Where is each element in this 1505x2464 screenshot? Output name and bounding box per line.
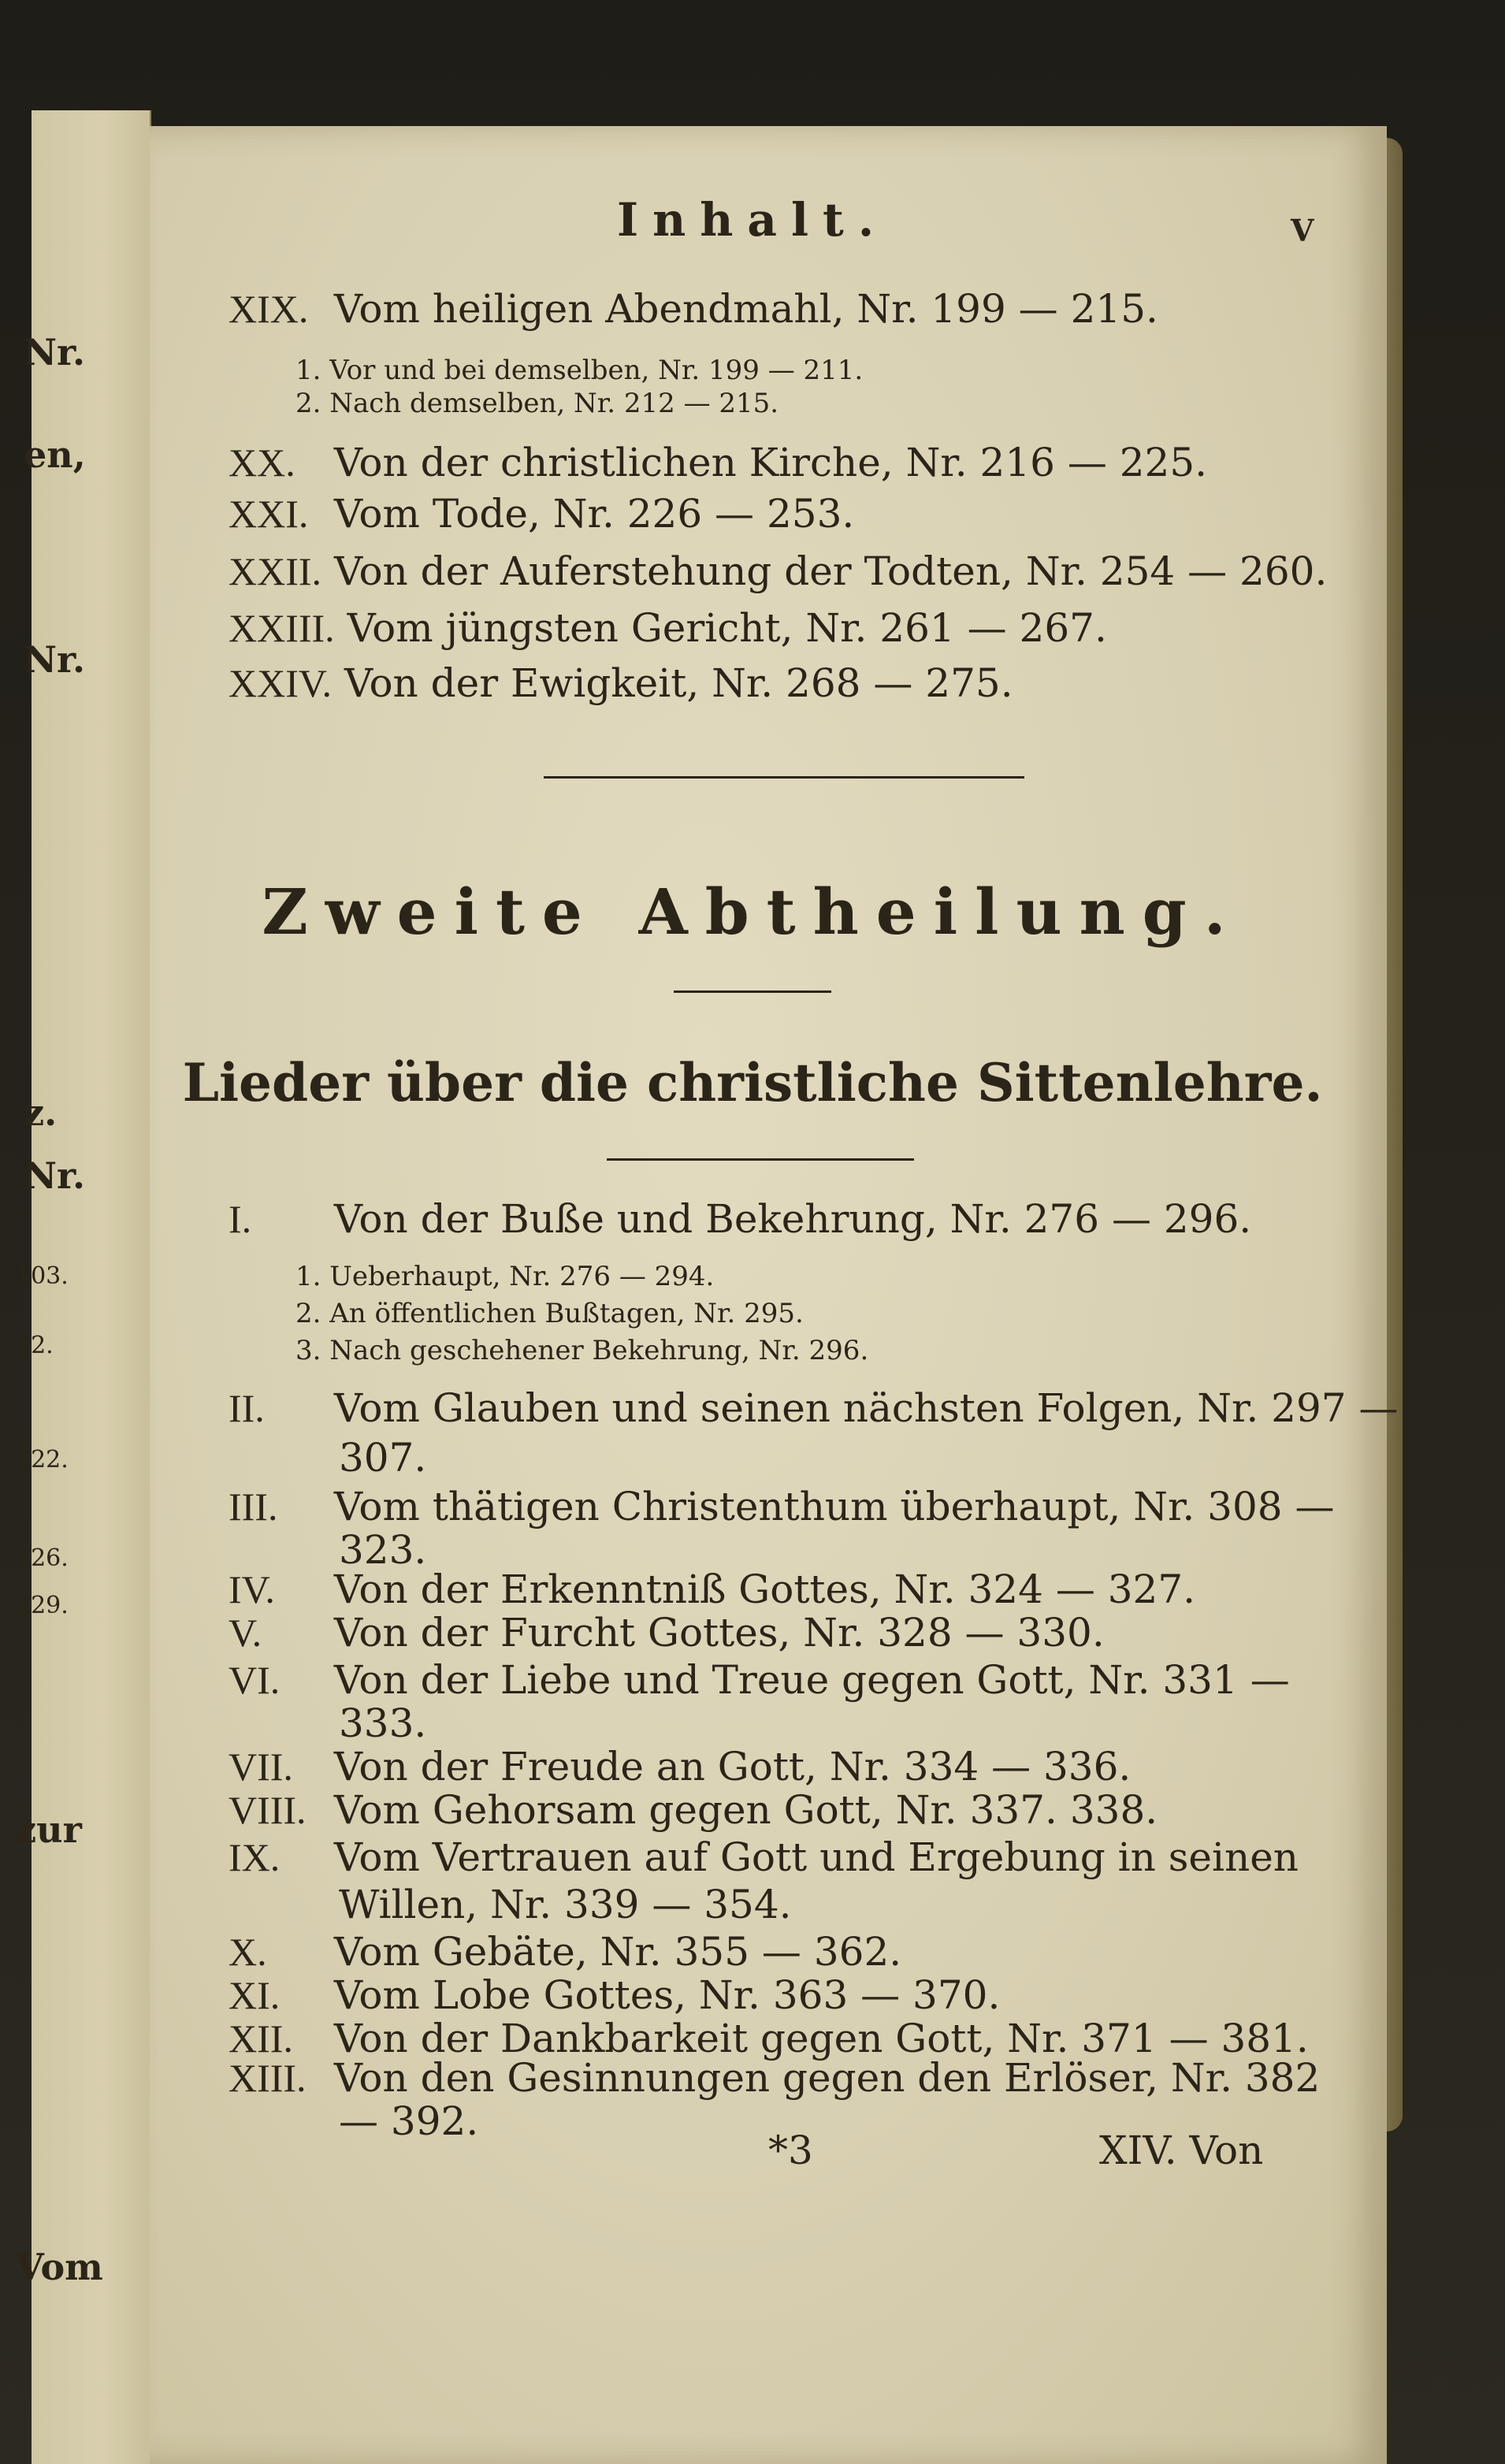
entry-number: XXIV.: [229, 661, 333, 705]
entry-text: Vom Tode, Nr. 226 — 253.: [333, 491, 855, 537]
prev-fragment: 126.: [16, 1544, 69, 1572]
entry-number: V.: [229, 1611, 262, 1655]
entry-number: X.: [229, 1930, 267, 1974]
prev-fragment: zur: [16, 1808, 82, 1851]
prev-fragment: 103.: [16, 1262, 69, 1290]
toc-subentry: 1. Ueberhaupt, Nr. 276 — 294.: [295, 1261, 715, 1292]
toc-entry: [229, 437, 1207, 488]
signature-mark: *3: [768, 2128, 813, 2173]
entry-number: IV.: [229, 1567, 275, 1611]
entry-text: Von der Furcht Gottes, Nr. 328 — 330.: [333, 1610, 1105, 1656]
section-divider: [544, 776, 1024, 779]
entry-number: VI.: [229, 1658, 281, 1702]
entry-text: Vom Gehorsam gegen Gott, Nr. 337. 338.: [333, 1787, 1158, 1833]
prev-fragment: 122.: [16, 1446, 69, 1474]
toc-subentry: 1. Vor und bei demselben, Nr. 199 — 211.: [295, 355, 864, 386]
entry-number: VII.: [229, 1745, 293, 1789]
entry-continuation: — 392.: [339, 2098, 479, 2144]
section-subtitle: Lieder über die christliche Sittenlehre.: [182, 1052, 1323, 1113]
toc-entry: [229, 1607, 1105, 1658]
entry-number: XI.: [229, 1973, 281, 2017]
toc-entry: [229, 1383, 1398, 1433]
page-header-title: Inhalt.: [616, 193, 889, 247]
entry-number: XXIII.: [229, 606, 335, 650]
entry-continuation: 333.: [339, 1700, 427, 1746]
entry-text: Vom jüngsten Gericht, Nr. 261 — 267.: [347, 605, 1107, 651]
toc-entry: [229, 1785, 1158, 1835]
entry-continuation: 323.: [339, 1527, 427, 1573]
entry-number: XIII.: [229, 2056, 307, 2100]
entry-text: Vom heiligen Abendmahl, Nr. 199 — 215.: [333, 286, 1158, 332]
entry-text: Vom thätigen Christenthum überhaupt, Nr. 308 —: [333, 1484, 1335, 1529]
section-title: Zweite Abtheilung.: [262, 875, 1243, 949]
toc-entry: [229, 546, 1327, 596]
entry-number: XIX.: [229, 287, 309, 331]
entry-text: Von der Auferstehung der Todten, Nr. 254 — 260.: [333, 548, 1328, 594]
toc-subentry: 3. Nach geschehener Bekehrung, Nr. 296.: [295, 1335, 869, 1366]
entry-number: XXII.: [229, 549, 322, 593]
entry-text: Vom Glauben und seinen nächsten Folgen, Nr. 297 —: [333, 1385, 1399, 1431]
entry-text: Von der Liebe und Treue gegen Gott, Nr. 331 —: [333, 1657, 1290, 1703]
toc-entry: [229, 284, 1158, 334]
entry-text: Von der Dankbarkeit gegen Gott, Nr. 371 — 381.: [333, 2016, 1309, 2061]
entry-text: Von der Erkenntniß Gottes, Nr. 324 — 327.: [333, 1566, 1196, 1612]
entry-number: I.: [229, 1197, 252, 1241]
toc-subentry: 2. Nach demselben, Nr. 212 — 215.: [295, 388, 779, 419]
prev-fragment: z.: [24, 1091, 58, 1134]
previous-page-edge: [16, 110, 151, 2464]
entry-continuation: Willen, Nr. 339 — 354.: [339, 1882, 792, 1927]
subtitle-underline: [607, 1158, 914, 1161]
prev-fragment: Nr.: [24, 638, 86, 681]
entry-continuation: 307.: [339, 1435, 427, 1481]
entry-text: Vom Vertrauen auf Gott und Ergebung in seinen: [333, 1834, 1299, 1880]
toc-entry: [229, 489, 854, 539]
entry-number: III.: [229, 1485, 278, 1529]
title-underline: [674, 990, 831, 993]
entry-text: Von der Ewigkeit, Nr. 268 — 275.: [344, 660, 1013, 706]
toc-entry: [229, 1194, 1251, 1244]
entry-number: XII.: [229, 2016, 293, 2061]
toc-entry: [229, 1832, 1299, 1882]
entry-text: Von der christlichen Kirche, Nr. 216 — 225.: [333, 440, 1208, 485]
entry-number: IX.: [229, 1835, 281, 1879]
prev-fragment: 129.: [16, 1592, 69, 1619]
prev-fragment: Nr.: [24, 1154, 86, 1197]
toc-entry: [229, 658, 1013, 708]
toc-entry: [229, 603, 1107, 653]
entry-text: Vom Gebäte, Nr. 355 — 362.: [333, 1929, 902, 1975]
entry-number: VIII.: [229, 1788, 307, 1832]
entry-number: XXI.: [229, 492, 309, 536]
prev-fragment: Vom: [16, 2246, 103, 2288]
entry-text: Von der Buße und Bekehrung, Nr. 276 — 296.: [333, 1196, 1252, 1242]
entry-number: XX.: [229, 440, 295, 485]
catchword: XIV. Von: [1099, 2128, 1264, 2173]
entry-text: Von der Freude an Gott, Nr. 334 — 336.: [333, 1744, 1132, 1789]
page-numeral: V: [1291, 213, 1314, 248]
prev-fragment: en,: [24, 433, 86, 476]
entry-number: II.: [229, 1386, 265, 1430]
toc-subentry: 2. An öffentlichen Bußtagen, Nr. 295.: [295, 1298, 804, 1329]
entry-text: Vom Lobe Gottes, Nr. 363 — 370.: [333, 1972, 1001, 2018]
prev-fragment: Nr.: [24, 331, 86, 374]
prev-fragment: 12.: [16, 1332, 54, 1359]
entry-text: Von den Gesinnungen gegen den Erlöser, Nr. 382: [333, 2055, 1321, 2101]
